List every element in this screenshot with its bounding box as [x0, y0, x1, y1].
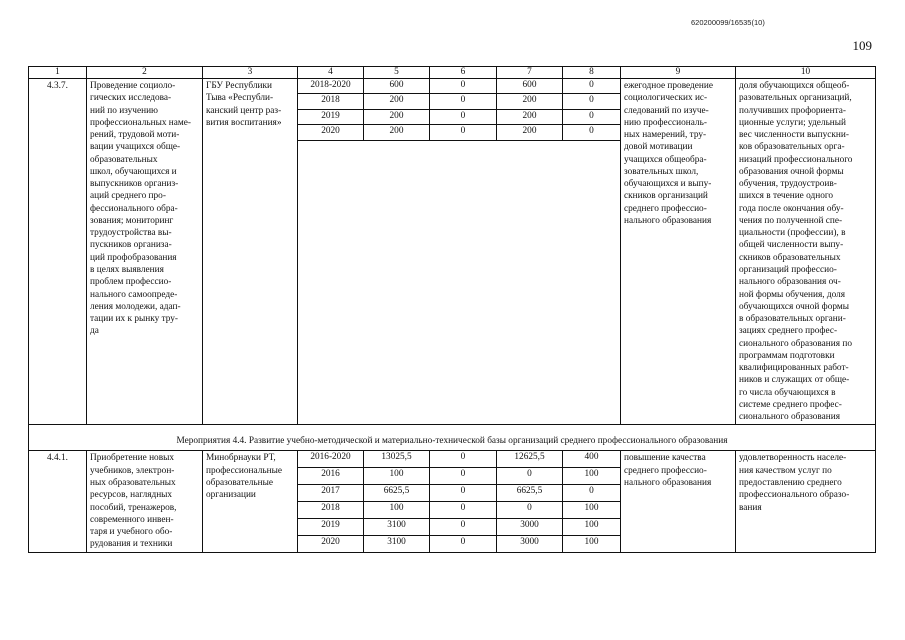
- other-funding: 0: [563, 485, 621, 502]
- table-row: [29, 451, 876, 468]
- period: 2019: [298, 109, 364, 124]
- col-header-3: 3: [203, 67, 298, 79]
- republic-funding: 3000: [497, 518, 563, 535]
- republic-funding: 600: [497, 79, 563, 94]
- republic-funding: 200: [497, 125, 563, 140]
- total-funding: 3100: [364, 518, 430, 535]
- item-number: 4.4.1.: [29, 451, 87, 552]
- period: 2020: [298, 535, 364, 552]
- indicator: доля обучающихся общеоб- разовательных организаций, получивших профориента- ционные услуги; удельный вес численности выпускни- ков образовательных орга- низаций профессионального образования очной формы обучения, трудоустроив- шихся в течение одного года после окончания обу- чения по полученной спе- циальности (профессии), в общей численности выпу- скников образовательных организаций профессио- нального образования оч- ной формы обучения, доля обучающихся очной формы в образовательных органи- зациях среднего профес- сионального образования по программам подготовки квалифицированных работ- ников и служащих от обще- го числа обучающихся в системе среднего профес- сионального образования: [736, 79, 876, 425]
- federal-funding: 0: [430, 501, 497, 518]
- total-funding: 3100: [364, 535, 430, 552]
- col-header-6: 6: [430, 67, 497, 79]
- col-header-1: 1: [29, 67, 87, 79]
- total-funding: 200: [364, 125, 430, 140]
- other-funding: 100: [563, 501, 621, 518]
- republic-funding: 200: [497, 94, 563, 109]
- republic-funding: 6625,5: [497, 485, 563, 502]
- empty-cell: [298, 140, 621, 425]
- period: 2020: [298, 125, 364, 140]
- total-funding: 200: [364, 109, 430, 124]
- section-row: [29, 425, 876, 451]
- col-header-7: 7: [497, 67, 563, 79]
- section-title: Мероприятия 4.4. Развитие учебно-методической и материально-технической базы организаций среднего профессионального образования: [29, 425, 876, 451]
- other-funding: 100: [563, 535, 621, 552]
- item-number: 4.3.7.: [29, 79, 87, 425]
- period: 2016-2020: [298, 451, 364, 468]
- expected-result: повышение качества среднего профессио- нального образования: [621, 451, 736, 552]
- col-header-5: 5: [364, 67, 430, 79]
- program-table: [28, 66, 876, 553]
- total-funding: 600: [364, 79, 430, 94]
- col-header-10: 10: [736, 67, 876, 79]
- republic-funding: 0: [497, 468, 563, 485]
- col-header-2: 2: [87, 67, 203, 79]
- other-funding: 0: [563, 125, 621, 140]
- page-number: 109: [852, 38, 872, 53]
- period: 2018: [298, 501, 364, 518]
- period: 2017: [298, 485, 364, 502]
- period: 2019: [298, 518, 364, 535]
- col-header-9: 9: [621, 67, 736, 79]
- federal-funding: 0: [430, 468, 497, 485]
- federal-funding: 0: [430, 79, 497, 94]
- other-funding: 0: [563, 109, 621, 124]
- other-funding: 0: [563, 79, 621, 94]
- federal-funding: 0: [430, 451, 497, 468]
- federal-funding: 0: [430, 109, 497, 124]
- other-funding: 0: [563, 94, 621, 109]
- executor: ГБУ Республики Тыва «Республи- канский центр раз- вития воспитания»: [203, 79, 298, 425]
- activity-name: Проведение социоло- гических исследова- ний по изучению профессиональных наме- рений, трудовой моти- вации учащихся обще- образовательных школ, обучающихся и выпускников организ- аций среднего про- фессионального обра- зования; мониторинг трудоустройства вы- пускников организа- ций профобразования в целях выявления проблем профессио- нального самоопреде- ления молодежи, адап- тации их к рынку тру- да: [87, 79, 203, 425]
- total-funding: 100: [364, 468, 430, 485]
- total-funding: 100: [364, 501, 430, 518]
- column-number-row: [29, 67, 876, 79]
- total-funding: 13025,5: [364, 451, 430, 468]
- total-funding: 200: [364, 94, 430, 109]
- period: 2018-2020: [298, 79, 364, 94]
- executor: Минобрнауки РТ, профессиональные образовательные организации: [203, 451, 298, 552]
- other-funding: 100: [563, 468, 621, 485]
- republic-funding: 0: [497, 501, 563, 518]
- federal-funding: 0: [430, 125, 497, 140]
- republic-funding: 3000: [497, 535, 563, 552]
- total-funding: 6625,5: [364, 485, 430, 502]
- period: 2018: [298, 94, 364, 109]
- other-funding: 400: [563, 451, 621, 468]
- col-header-8: 8: [563, 67, 621, 79]
- indicator: удовлетворенность населе- ния качеством услуг по предоставлению среднего профессионального образо- вания: [736, 451, 876, 552]
- federal-funding: 0: [430, 518, 497, 535]
- expected-result: ежегодное проведение социологических ис- следований по изуче- нию профессиональ- ных намерений, тру- довой мотивации учащихся общеобра- зовательных школ, обучающихся и выпу- скников организаций среднего профессио- нального образования: [621, 79, 736, 425]
- table-row: [29, 79, 876, 94]
- activity-name: Приобретение новых учебников, электрон- ных образовательных ресурсов, наглядных пособий, тренажеров, современного инвен- таря и учебного обо- рудования и техники: [87, 451, 203, 552]
- federal-funding: 0: [430, 94, 497, 109]
- federal-funding: 0: [430, 485, 497, 502]
- republic-funding: 200: [497, 109, 563, 124]
- federal-funding: 0: [430, 535, 497, 552]
- republic-funding: 12625,5: [497, 451, 563, 468]
- document-id: 620200099/16535(10): [691, 18, 765, 27]
- period: 2016: [298, 468, 364, 485]
- col-header-4: 4: [298, 67, 364, 79]
- other-funding: 100: [563, 518, 621, 535]
